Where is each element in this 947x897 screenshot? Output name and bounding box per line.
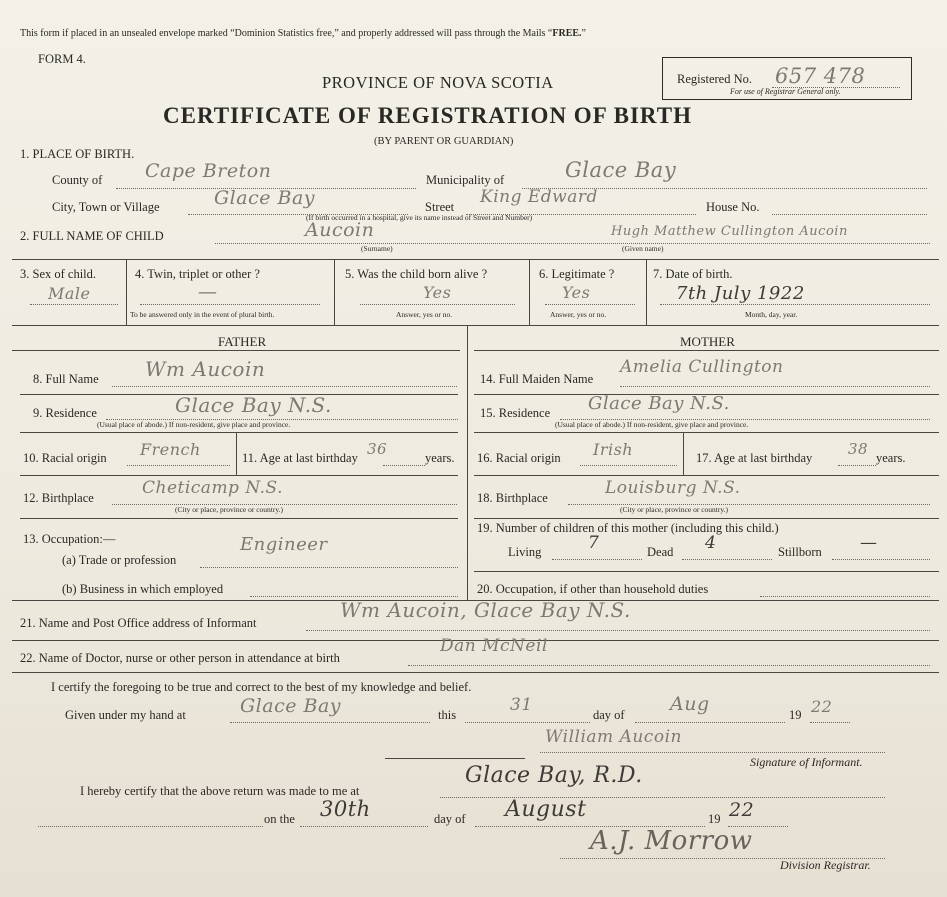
born-alive-note: Answer, yes or no. <box>396 310 453 319</box>
stillborn-value: — <box>860 533 878 553</box>
father-age-label: 11. Age at last birthday <box>242 451 358 465</box>
father-residence-label: 9. Residence <box>33 406 97 420</box>
father-residence-value: Glace Bay N.S. <box>175 393 332 417</box>
county-label: County of <box>52 173 103 187</box>
father-name-value: Wm Aucoin <box>145 357 266 381</box>
child-surname-value: Aucoin <box>305 219 375 241</box>
hospital-note: (If birth occurred in a hospital, give its name instead of Street and Number) <box>306 213 533 222</box>
doctor-value: Dan McNeil <box>440 636 548 656</box>
living-value: 7 <box>588 533 600 553</box>
house-number-label: House No. <box>706 200 760 214</box>
date-of-birth-value: 7th July 1922 <box>676 283 805 304</box>
place-of-birth-label: 1. PLACE OF BIRTH. <box>20 147 135 161</box>
children-count-label: 19. Number of children of this mother (including this child.) <box>477 521 779 535</box>
father-age-value: 36 <box>367 440 388 458</box>
trade-label: (a) Trade or profession <box>62 553 177 567</box>
father-racial-value: French <box>140 440 201 459</box>
registration-label: Registered No. <box>677 72 752 86</box>
father-heading: FATHER <box>218 334 267 349</box>
city-value: Glace Bay <box>214 187 316 209</box>
certify-text: I certify the foregoing to be true and correct to the best of my knowledge and belief. <box>51 680 472 694</box>
mother-residence-label: 15. Residence <box>480 406 551 420</box>
surname-caption: (Surname) <box>361 244 393 253</box>
informant-label: 21. Name and Post Office address of Informant <box>20 616 257 630</box>
given-day-value: 31 <box>510 695 533 715</box>
dead-value: 4 <box>705 533 717 553</box>
mother-birthplace-note: (City or place, province or country.) <box>620 505 729 514</box>
mother-age-unit: years. <box>876 451 906 465</box>
informant-signature: William Aucoin <box>545 727 682 747</box>
stillborn-label: Stillborn <box>778 545 822 559</box>
given-place-value: Glace Bay <box>240 695 342 717</box>
given-month-value: Aug <box>670 693 710 715</box>
given-day-of-label: day of <box>593 708 625 722</box>
street-value: King Edward <box>480 187 598 207</box>
division-registrar-caption: Division Registrar. <box>780 858 871 872</box>
father-birthplace-label: 12. Birthplace <box>23 491 94 505</box>
doctor-label: 22. Name of Doctor, nurse or other person in attendance at birth <box>20 651 340 665</box>
given-label: Given under my hand at <box>65 708 186 722</box>
given-year-prefix: 19 <box>789 708 802 722</box>
informant-value: Wm Aucoin, Glace Bay N.S. <box>340 598 631 622</box>
mother-age-label: 17. Age at last birthday <box>696 451 813 465</box>
mother-name-value: Amelia Cullington <box>620 357 784 377</box>
twin-label: 4. Twin, triplet or other ? <box>135 267 260 281</box>
living-label: Living <box>508 545 542 559</box>
registrar-place-value: Glace Bay, R.D. <box>465 763 643 788</box>
mother-occupation-label: 20. Occupation, if other than household duties <box>477 582 709 596</box>
registrar-year-prefix: 19 <box>708 812 721 826</box>
father-name-label: 8. Full Name <box>33 372 99 386</box>
father-racial-label: 10. Racial origin <box>23 451 107 465</box>
registrar-on-the-label: on the <box>264 812 295 826</box>
given-year-value: 22 <box>811 697 833 716</box>
legitimate-value: Yes <box>562 283 591 302</box>
registrar-day-value: 30th <box>320 797 371 821</box>
registrar-year-value: 22 <box>729 799 755 821</box>
child-name-label: 2. FULL NAME OF CHILD <box>20 229 164 243</box>
this-label: this <box>438 708 457 722</box>
mother-racial-value: Irish <box>593 440 634 459</box>
father-birthplace-note: (City or place, province or country.) <box>175 505 284 514</box>
municipality-label: Municipality of <box>426 173 505 187</box>
city-label: City, Town or Village <box>52 200 160 214</box>
sex-value: Male <box>48 284 91 303</box>
certificate-title: CERTIFICATE OF REGISTRATION OF BIRTH <box>163 103 692 128</box>
date-of-birth-label: 7. Date of birth. <box>653 267 733 281</box>
father-birthplace-value: Cheticamp N.S. <box>142 478 283 498</box>
county-value: Cape Breton <box>145 160 272 182</box>
father-age-unit: years. <box>425 451 455 465</box>
mail-notice <box>20 28 586 39</box>
trade-value: Engineer <box>240 534 328 555</box>
given-name-caption: (Given name) <box>622 244 664 253</box>
legitimate-note: Answer, yes or no. <box>550 310 607 319</box>
mother-heading: MOTHER <box>680 334 735 349</box>
registrar-month-value: August <box>505 797 587 822</box>
mail-notice-free: FREE. <box>552 28 582 39</box>
mother-birthplace-label: 18. Birthplace <box>477 491 548 505</box>
legitimate-label: 6. Legitimate ? <box>539 267 615 281</box>
registrar-day-of-label: day of <box>434 812 466 826</box>
mother-name-label: 14. Full Maiden Name <box>480 372 594 386</box>
mother-residence-value: Glace Bay N.S. <box>588 393 730 414</box>
registration-number: 657 478 <box>775 64 866 88</box>
registrar-certify-text: I hereby certify that the above return was made to me at <box>80 784 360 798</box>
registration-note: For use of Registrar General only. <box>730 87 841 96</box>
born-alive-value: Yes <box>423 283 452 302</box>
form-number: FORM 4. <box>38 52 86 66</box>
mother-age-value: 38 <box>848 440 869 458</box>
date-of-birth-note: Month, day, year. <box>745 310 798 319</box>
mother-birthplace-value: Louisburg N.S. <box>605 478 741 498</box>
twin-note: To be answered only in the event of plural birth. <box>130 310 275 319</box>
informant-signature-caption: Signature of Informant. <box>750 755 863 769</box>
province-heading: PROVINCE OF NOVA SCOTIA <box>322 73 554 92</box>
father-residence-note: (Usual place of abode.) If non-resident, give place and province. <box>97 420 291 429</box>
born-alive-label: 5. Was the child born alive ? <box>345 267 488 281</box>
municipality-value: Glace Bay <box>565 158 677 182</box>
street-label: Street <box>425 200 455 214</box>
dead-label: Dead <box>647 545 674 559</box>
certificate-subtitle: (BY PARENT OR GUARDIAN) <box>374 136 514 147</box>
mail-notice-end: ” <box>581 28 586 39</box>
business-label: (b) Business in which employed <box>62 582 224 596</box>
registrar-signature: A.J. Morrow <box>590 826 753 856</box>
sex-label: 3. Sex of child. <box>20 267 97 281</box>
mail-notice-text: This form if placed in an unsealed envelope marked “Dominion Statistics free,” and properly addressed will pass through the Mails “ <box>20 28 553 39</box>
mother-residence-note: (Usual place of abode.) If non-resident, give place and province. <box>555 420 749 429</box>
mother-racial-label: 16. Racial origin <box>477 451 561 465</box>
child-given-name-value: Hugh Matthew Cullington Aucoin <box>611 224 848 239</box>
occupation-label: 13. Occupation:— <box>23 532 116 546</box>
twin-value: — <box>198 281 218 303</box>
